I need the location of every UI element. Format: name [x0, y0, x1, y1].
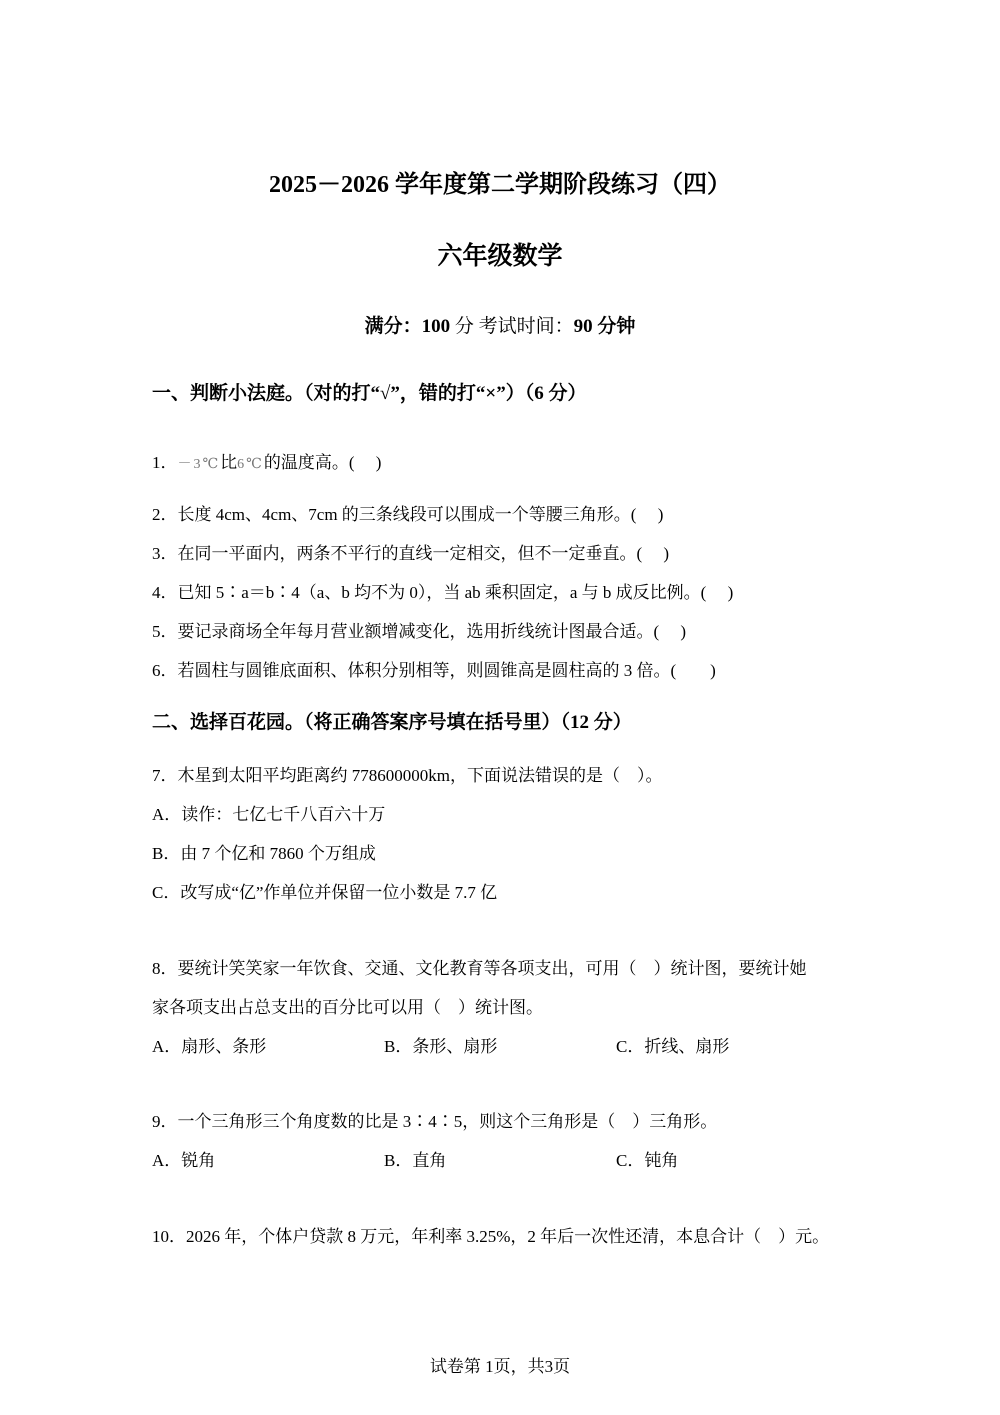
section-2-title: 二、选择百花园。（将正确答案序号填在括号里）（12 分） [152, 712, 632, 733]
score-unit: 分 考试时间： [450, 316, 574, 337]
temperature-b: 6℃ [237, 457, 264, 472]
time-value: 90 分钟 [573, 316, 636, 337]
question-9-option-a: A．锐角 [152, 1151, 216, 1170]
question-9-option-c: C．钝角 [616, 1151, 679, 1170]
question-2: 2．长度 4cm、4cm、7cm 的三条线段可以围成一个等腰三角形。( ) [152, 505, 664, 524]
section-1-title: 一、判断小法庭。（对的打“√”，错的打“×”）（6 分） [152, 383, 587, 404]
question-7-option-c: C．改写成“亿”作单位并保留一位小数是 7.7 亿 [152, 883, 498, 902]
question-8-option-c: C．折线、扇形 [616, 1037, 730, 1056]
temperature-a: －3℃ [177, 457, 221, 472]
exam-meta [0, 314, 1000, 340]
question-8-option-b: B．条形、扇形 [384, 1037, 498, 1056]
question-8-line-1: 8．要统计笑笑家一年饮食、交通、文化教育等各项支出，可用（ ）统计图，要统计她 [152, 959, 807, 978]
question-1-mid: 比 [220, 453, 238, 472]
exam-subject: 六年级数学 [437, 243, 563, 270]
question-7-option-a: A．读作：七亿七千八百六十万 [152, 805, 386, 824]
question-8-option-a: A．扇形、条形 [152, 1037, 267, 1056]
score-label: 满分： [364, 316, 422, 337]
question-10: 10．2026 年，个体户贷款 8 万元，年利率 3.25%，2 年后一次性还清，本息合计（ ）元。 [152, 1227, 830, 1246]
question-3: 3．在同一平面内，两条不平行的直线一定相交，但不一定垂直。( ) [152, 544, 670, 563]
question-7: 7．木星到太阳平均距离约 778600000km，下面说法错误的是（ ）。 [152, 766, 663, 785]
question-8-line-2: 家各项支出占总支出的百分比可以用（ ）统计图。 [152, 998, 543, 1017]
question-5: 5．要记录商场全年每月营业额增减变化，选用折线统计图最合适。( ) [152, 622, 687, 641]
question-7-option-b: B．由 7 个亿和 7860 个万组成 [152, 844, 376, 863]
question-9-option-b: B．直角 [384, 1151, 447, 1170]
question-1 [152, 451, 381, 477]
question-1-number: 1． [152, 453, 178, 472]
question-4: 4．已知 5∶a＝b∶4（a、b 均不为 0），当 ab 乘积固定，a 与 b 成反比例。( ) [152, 583, 734, 602]
question-6: 6．若圆柱与圆锥底面积、体积分别相等，则圆锥高是圆柱高的 3 倍。( ) [152, 661, 716, 680]
page-footer: 试卷第 1页，共3页 [429, 1357, 571, 1376]
score-value: 100 [421, 316, 451, 337]
exam-title: 2025－2026 学年度第二学期阶段练习（四） [269, 172, 731, 198]
question-1-tail: 的温度高。( ) [263, 453, 382, 472]
question-9: 9．一个三角形三个角度数的比是 3∶4∶5，则这个三角形是（ ）三角形。 [152, 1112, 718, 1131]
